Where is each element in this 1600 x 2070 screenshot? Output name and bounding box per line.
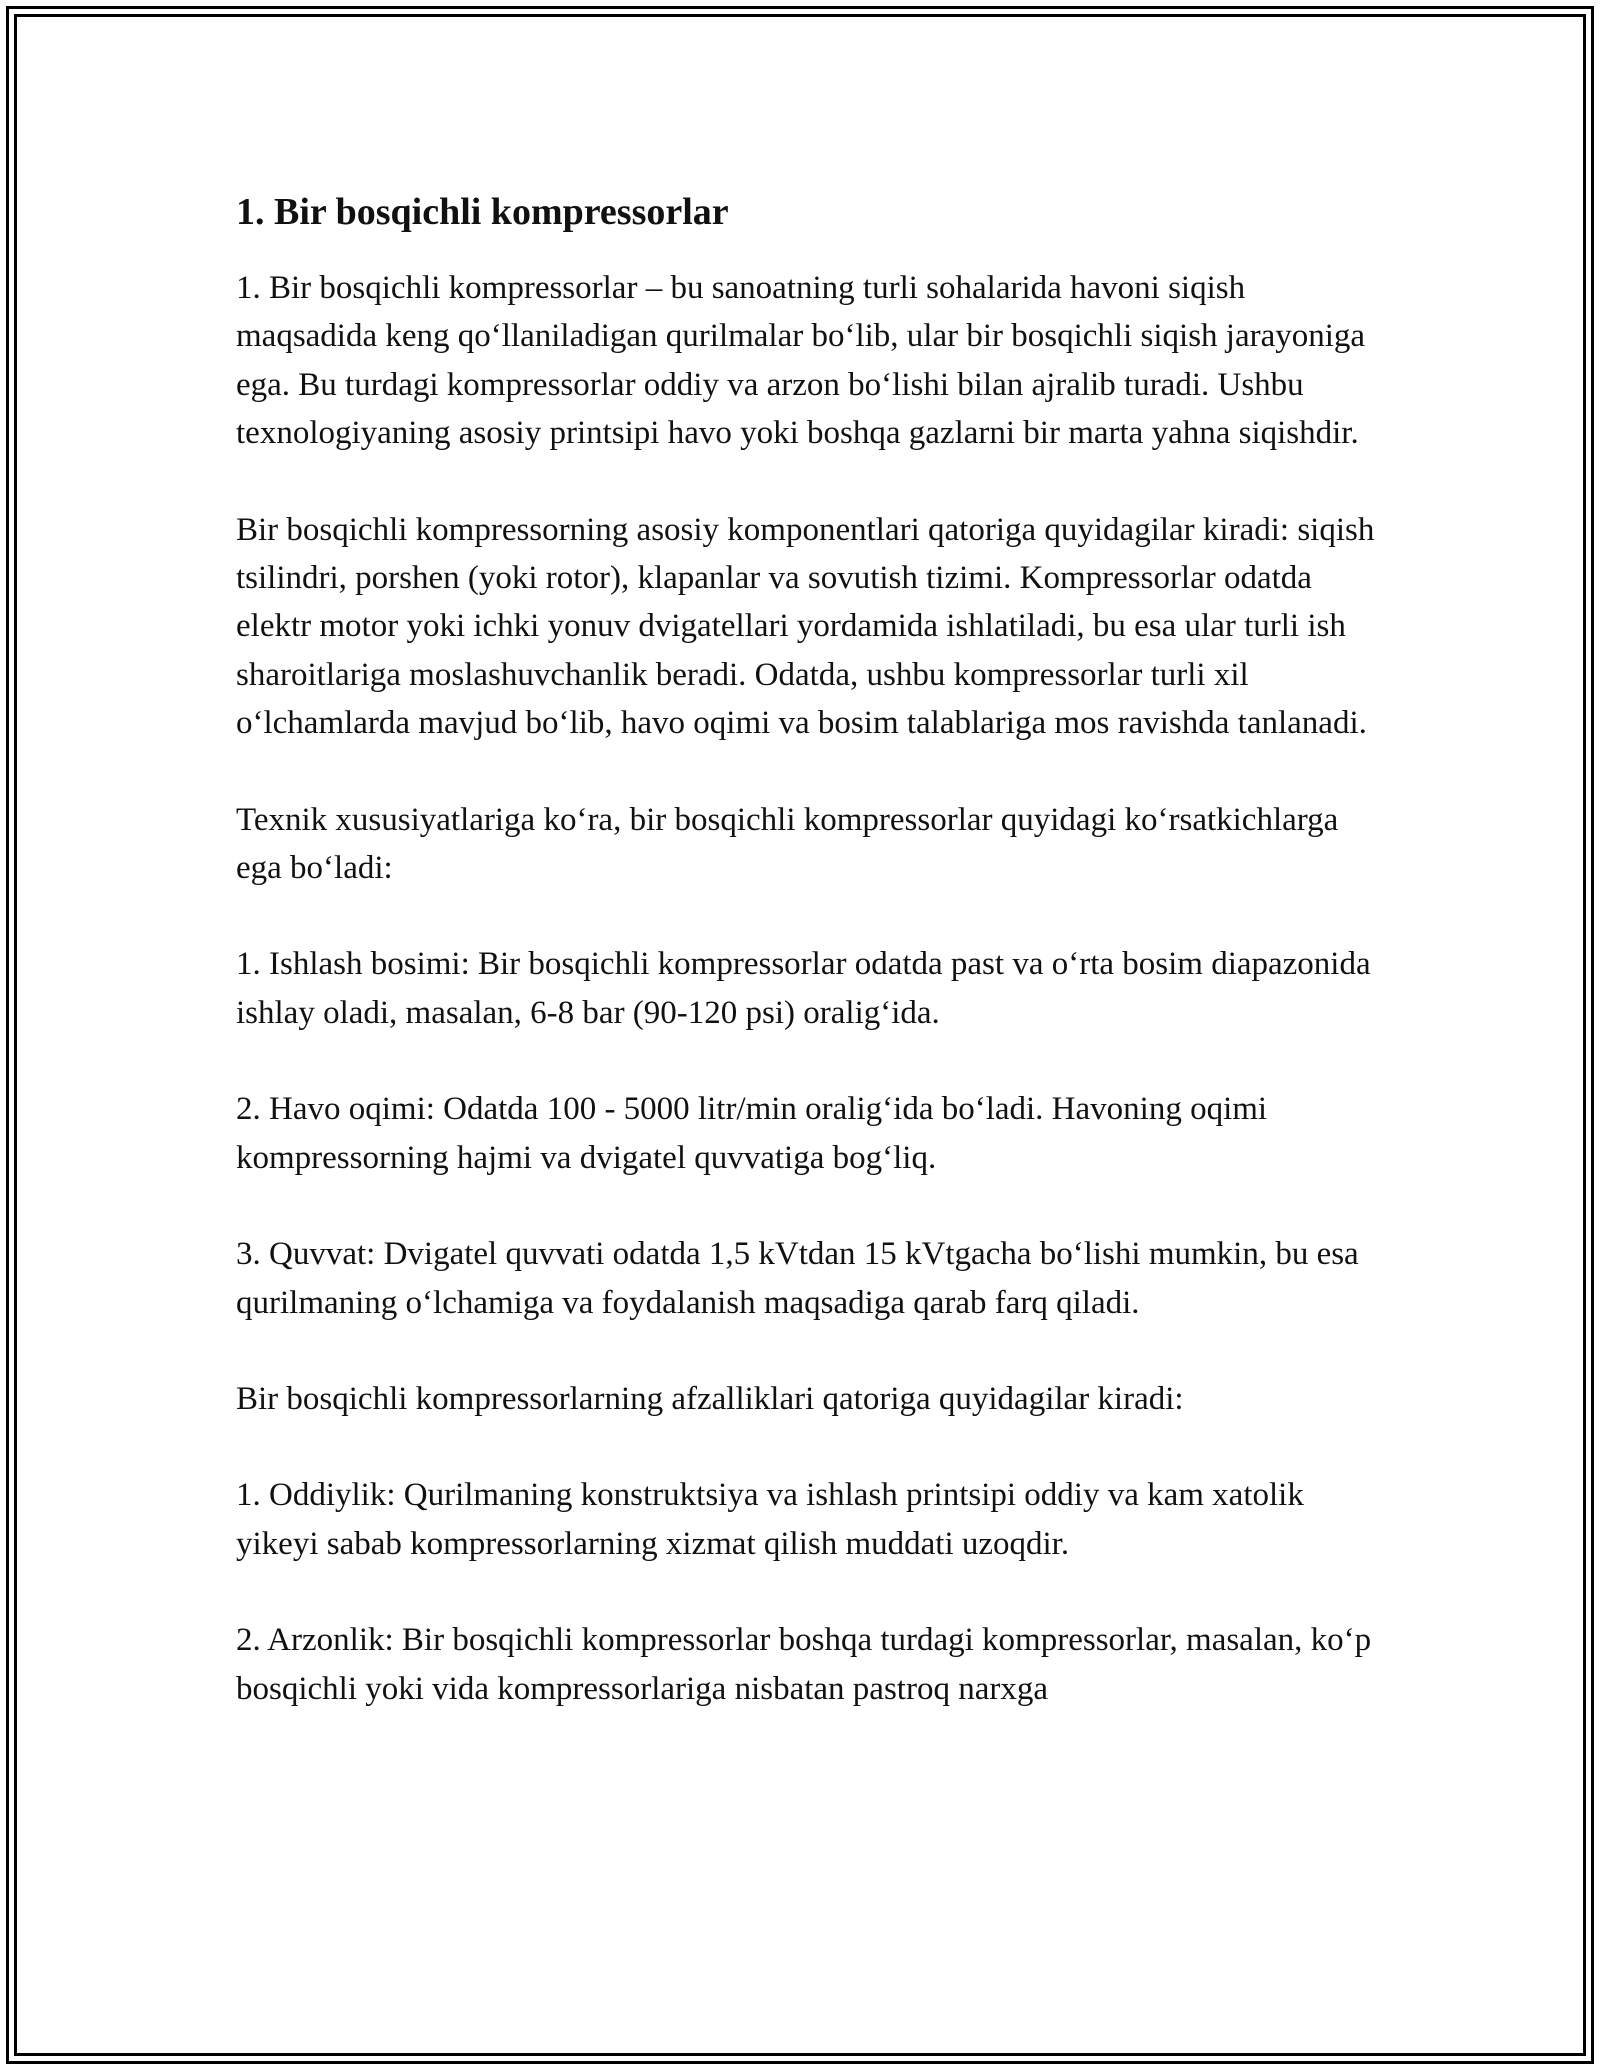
list-item-affordability: 2. Arzonlik: Bir bosqichli kompressorlar boshqa turdagi kompressorlar, masalan, ko‘p bosqichli yoki vida kompressorlariga nisbatan pastroq narxga [236,1622,1372,1707]
list-item-pressure: 1. Ishlash bosimi: Bir bosqichli kompressorlar odatda past va o‘rta bosim diapazonida ishlay oladi, masalan, 6-8 bar (90-120 psi) oralig‘ida. [236,946,1371,1031]
list-item-airflow: 2. Havo oqimi: Odatda 100 - 5000 litr/min oralig‘ida bo‘ladi. Havoning oqimi kompressorning hajmi va dvigatel quvvatiga bog‘liq. [236,1091,1268,1176]
paragraph-intro: 1. Bir bosqichli kompressorlar – bu sanoatning turli sohalarida havoni siqish maqsadida keng qo‘llaniladigan qurilmalar bo‘lib, ular bir bosqichli siqish jarayoniga ega. Bu turdagi kompressorlar oddiy va arzon bo‘lishi bilan ajralib turadi. Ushbu texnologiyaning asosiy printsipi havo yoki boshqa gazlarni bir marta yahna siqishdir. [236,270,1366,452]
list-item-simplicity: 1. Oddiylik: Qurilmaning konstruktsiya va ishlash printsipi oddiy va kam xatolik yikeyi sabab kompressorlarning xizmat qilish muddati uzoqdir. [236,1477,1304,1562]
paragraph-advantages-intro: Bir bosqichli kompressorlarning afzalliklari qatoriga quyidagilar kiradi: [236,1380,1184,1417]
paragraph-components: Bir bosqichli kompressorning asosiy komponentlari qatoriga quyidagilar kiradi: siqish tsilindri, porshen (yoki rotor), klapanlar va sovutish tizimi. Kompressorlar odatda elektr motor yoki ichki yonuv dvigatellari yordamida ishlatiladi, bu esa ular turli ish sharoitlariga moslashuvchanlik beradi. Odatda, ushbu kompressorlar turli xil o‘lchamlarda mavjud bo‘lib, havo oqimi va bosim talablariga mos ravishda tanlanadi. [236,511,1375,742]
document-body [236,186,1376,1761]
paragraph-specs-intro: Texnik xususiyatlariga ko‘ra, bir bosqichli kompressorlar quyidagi ko‘rsatkichlarga ega bo‘ladi: [236,801,1339,887]
section-heading: 1. Bir bosqichli kompressorlar [236,191,729,233]
list-item-power: 3. Quvvat: Dvigatel quvvati odatda 1,5 kVtdan 15 kVtgacha bo‘lishi mumkin, bu esa qurilmaning o‘lchamiga va foydalanish maqsadiga qarab farq qiladi. [236,1236,1359,1321]
